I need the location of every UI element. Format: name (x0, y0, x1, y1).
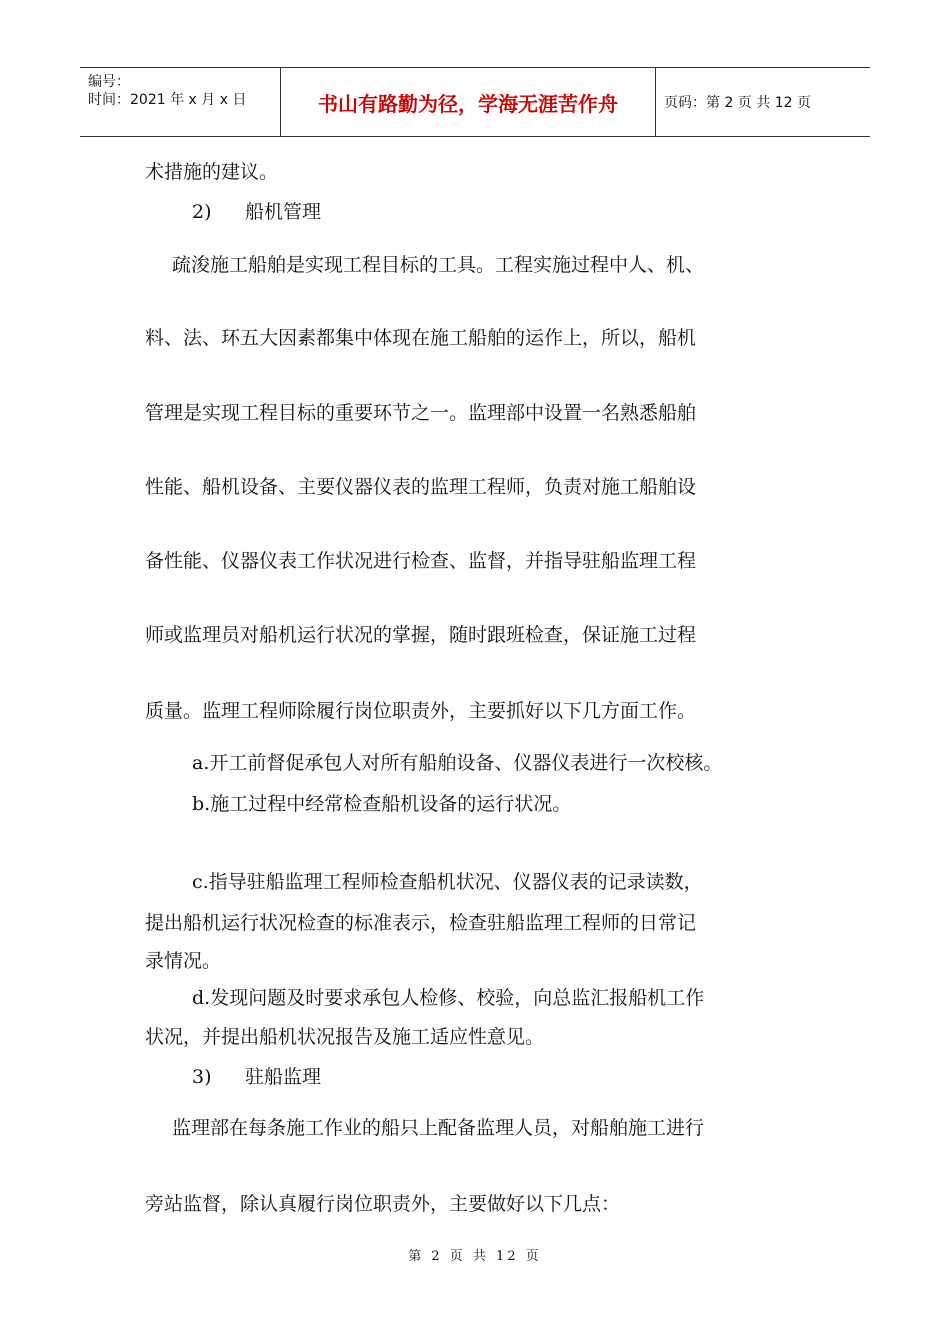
section-title: 船机管理 (245, 201, 322, 223)
text-line: 提出船机运行状况检查的标准表示，检查驻船监理工程师的日常记 (145, 912, 697, 934)
list-item-b: b.施工过程中经常检查船机设备的运行状况。 (192, 793, 572, 815)
text-line: 师或监理员对船机运行状况的掌握，随时跟班检查，保证施工过程 (145, 624, 697, 646)
text-line: 性能、船机设备、主要仪器仪表的监理工程师，负责对施工船舶设 (145, 476, 697, 498)
text-line: 监理部在每条施工作业的船只上配备监理人员，对船舶施工进行 (172, 1117, 705, 1139)
text-line: 料、法、环五大因素都集中体现在施工船舶的运作上，所以，船机 (145, 327, 697, 349)
text-line: 录情况。 (145, 950, 222, 972)
list-item-a: a.开工前督促承包人对所有船舶设备、仪器仪表进行一次校核。 (192, 752, 723, 774)
text-line: 备性能、仪器仪表工作状况进行检查、监督，并指导驻船监理工程 (145, 550, 697, 572)
doc-number-label: 编号： (88, 74, 130, 90)
text-line: 疏浚施工船舶是实现工程目标的工具。工程实施过程中人、机、 (172, 254, 705, 276)
text-line: 质量。监理工程师除履行岗位职责外，主要抓好以下几方面工作。 (145, 700, 697, 722)
header-meta (80, 68, 280, 136)
text-line: 术措施的建议。 (145, 161, 279, 183)
text-line: 旁站监督，除认真履行岗位职责外，主要做好以下几点： (145, 1193, 621, 1215)
text-line: 状况，并提出船机状况报告及施工适应性意见。 (145, 1026, 545, 1048)
header-page-code: 页码：第 2 页 共 12 页 (664, 95, 811, 111)
list-item-c: c.指导驻船监理工程师检查船机状况、仪器仪表的记录读数， (192, 871, 703, 893)
header-motto: 书山有路勤为径，学海无涯苦作舟 (280, 68, 656, 136)
section-number: 3) (192, 1066, 212, 1088)
section-number: 2) (192, 201, 212, 223)
text-line: 管理是实现工程目标的重要环节之一。监理部中设置一名熟悉船舶 (145, 402, 697, 424)
date-label: 时间：2021 年 x 月 x 日 (88, 92, 247, 108)
section-title: 驻船监理 (245, 1066, 322, 1088)
list-item-d: d.发现问题及时要求承包人检修、校验，向总监汇报船机工作 (192, 987, 705, 1009)
page-header (80, 67, 870, 137)
page-footer: 第 2 页 共 12 页 (408, 1249, 542, 1264)
